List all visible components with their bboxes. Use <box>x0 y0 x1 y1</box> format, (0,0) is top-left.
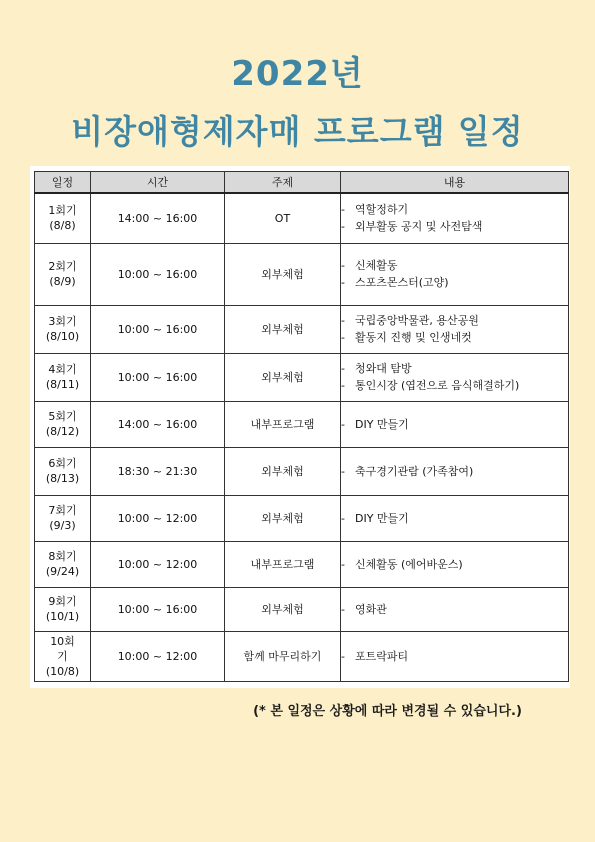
content-item <box>341 257 568 274</box>
bullet-dash: - <box>341 362 345 375</box>
topic-cell: 내부프로그램 <box>225 401 341 447</box>
session-cell <box>35 305 91 353</box>
content-cell <box>341 353 569 401</box>
session-cell <box>35 243 91 305</box>
session-cell <box>35 447 91 495</box>
session-line: 7회기 <box>48 504 77 517</box>
table-row <box>35 243 569 305</box>
page-title: 비장애형제자매 프로그램 일정 <box>71 112 524 151</box>
schedule-table <box>34 171 569 682</box>
session-line: 6회기 <box>48 457 77 470</box>
session-cell <box>35 495 91 541</box>
time-cell: 10:00 ~ 16:00 <box>91 243 225 305</box>
content-cell <box>341 243 569 305</box>
content-cell <box>341 401 569 447</box>
bullet-dash: - <box>341 220 345 234</box>
content-item <box>341 416 568 433</box>
table-row <box>35 305 569 353</box>
session-line: 8회기 <box>48 550 77 563</box>
session-line: 2회기 <box>48 260 77 273</box>
content-text: DIY 만들기 <box>355 511 409 525</box>
time-cell: 10:00 ~ 16:00 <box>91 353 225 401</box>
time-cell: 10:00 ~ 12:00 <box>91 495 225 541</box>
content-text: 영화관 <box>355 602 387 616</box>
header-time: 시간 <box>91 172 225 194</box>
content-item <box>341 360 568 377</box>
content-text: 활동지 진행 및 인생네컷 <box>355 331 472 344</box>
bullet-dash: - <box>341 379 345 392</box>
bullet-dash: - <box>341 276 345 289</box>
table-row <box>35 401 569 447</box>
content-item <box>341 274 568 291</box>
content-text: 역할정하기 <box>355 203 409 217</box>
content-item <box>341 510 568 527</box>
table-row <box>35 587 569 631</box>
content-item <box>341 329 568 346</box>
table-row <box>35 495 569 541</box>
change-notice: (* 본 일정은 상황에 따라 변경될 수 있습니다.) <box>253 704 522 719</box>
content-cell <box>341 495 569 541</box>
time-cell: 10:00 ~ 12:00 <box>91 631 225 681</box>
content-text: 외부활동 공지 및 사전탐색 <box>355 220 483 234</box>
time-cell: 14:00 ~ 16:00 <box>91 193 225 243</box>
content-cell <box>341 587 569 631</box>
content-item <box>341 648 568 665</box>
session-line: 3회기 <box>48 315 77 328</box>
session-line: 9회기 <box>48 595 77 608</box>
session-line: (8/8) <box>49 219 76 233</box>
bullet-dash: - <box>341 557 345 571</box>
content-text: 국립중앙박물관, 용산공원 <box>355 314 479 327</box>
bullet-dash: - <box>341 602 345 616</box>
session-line: (8/10) <box>45 330 80 343</box>
session-line: 10회 <box>50 634 75 648</box>
content-item <box>341 556 568 573</box>
content-cell <box>341 447 569 495</box>
time-cell: 10:00 ~ 12:00 <box>91 541 225 587</box>
time-cell: 14:00 ~ 16:00 <box>91 401 225 447</box>
time-cell: 18:30 ~ 21:30 <box>91 447 225 495</box>
topic-cell: 외부체험 <box>225 305 341 353</box>
session-line: 1회기 <box>48 204 77 218</box>
time-cell: 10:00 ~ 16:00 <box>91 305 225 353</box>
content-item <box>341 218 568 235</box>
topic-cell: 내부프로그램 <box>225 541 341 587</box>
topic-cell: 외부체험 <box>225 353 341 401</box>
session-line: 4회기 <box>48 363 77 376</box>
content-text: 포트락파티 <box>355 649 409 663</box>
content-cell <box>341 305 569 353</box>
session-line: 기 <box>57 649 68 663</box>
bullet-dash: - <box>341 464 345 478</box>
session-line: (8/13) <box>45 472 80 485</box>
bullet-dash: - <box>341 203 345 217</box>
bullet-dash: - <box>341 259 345 272</box>
content-text: 신체활동 <box>355 259 398 272</box>
content-text: DIY 만들기 <box>355 417 409 431</box>
header-topic: 주제 <box>225 172 341 194</box>
table-row <box>35 541 569 587</box>
table-row <box>35 193 569 243</box>
topic-cell: 외부체험 <box>225 495 341 541</box>
topic-cell: 외부체험 <box>225 243 341 305</box>
header-session: 일정 <box>35 172 91 194</box>
content-text: 축구경기관람 (가족참여) <box>355 464 474 478</box>
bullet-dash: - <box>341 331 345 344</box>
topic-cell: OT <box>225 193 341 243</box>
topic-cell: 함께 마무리하기 <box>225 631 341 681</box>
content-item <box>341 201 568 218</box>
session-line: (10/8) <box>45 664 80 678</box>
table-row <box>35 447 569 495</box>
bullet-dash: - <box>341 314 345 327</box>
session-cell <box>35 631 91 681</box>
bullet-dash: - <box>341 649 345 663</box>
content-text: 스포츠몬스터(고양) <box>355 276 449 289</box>
session-line: 5회기 <box>48 410 77 423</box>
content-item <box>341 377 568 394</box>
content-item <box>341 463 568 480</box>
content-cell <box>341 631 569 681</box>
session-cell <box>35 353 91 401</box>
content-cell <box>341 541 569 587</box>
session-cell <box>35 401 91 447</box>
session-line: (9/24) <box>45 565 80 578</box>
session-line: (8/9) <box>49 275 76 288</box>
session-line: (10/1) <box>45 610 80 623</box>
topic-cell: 외부체험 <box>225 447 341 495</box>
topic-cell: 외부체험 <box>225 587 341 631</box>
session-cell <box>35 587 91 631</box>
title-year: 2022년 <box>231 54 364 94</box>
time-cell: 10:00 ~ 16:00 <box>91 587 225 631</box>
table-row <box>35 353 569 401</box>
header-content: 내용 <box>341 172 569 194</box>
session-line: (9/3) <box>49 519 76 532</box>
bullet-dash: - <box>341 417 345 431</box>
table-header-row <box>35 172 569 194</box>
session-cell <box>35 193 91 243</box>
content-text: 통인시장 (엽전으로 음식해결하기) <box>355 379 520 392</box>
table-row <box>35 631 569 681</box>
session-line: (8/12) <box>45 425 80 438</box>
content-text: 신체활동 (에어바운스) <box>355 557 463 571</box>
content-cell <box>341 193 569 243</box>
content-item <box>341 312 568 329</box>
session-line: (8/11) <box>45 378 80 391</box>
session-cell <box>35 541 91 587</box>
content-item <box>341 601 568 618</box>
bullet-dash: - <box>341 511 345 525</box>
schedule-sheet <box>30 166 570 688</box>
content-text: 청와대 탐방 <box>355 362 412 375</box>
